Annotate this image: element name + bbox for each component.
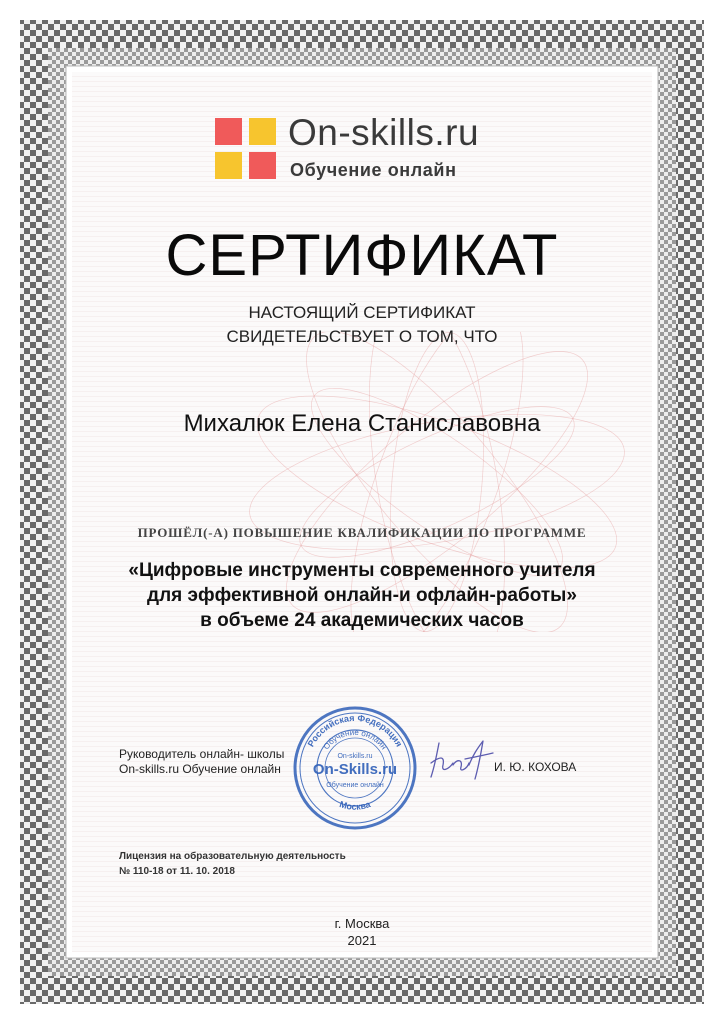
brand-name: On-skills.ru: [288, 112, 480, 153]
certificate-title: СЕРТИФИКАТ: [165, 223, 559, 288]
signatory-title-line-2: On-skills.ru Обучение онлайн: [119, 762, 281, 776]
program-title-line-2: для эффективной онлайн-и офлайн-работы»: [147, 585, 577, 606]
issue-year: 2021: [347, 933, 377, 948]
svg-text:Обучение онлайн: [322, 728, 389, 751]
logo-square-3: [215, 152, 242, 179]
logo-square-1: [215, 118, 242, 145]
signer-name: И. Ю. КОХОВА: [494, 760, 577, 774]
stamp-center-text: On-Skills.ru: [312, 761, 398, 778]
license-line-2: № 110-18 от 11. 10. 2018: [119, 866, 235, 877]
program-title-line-1: «Цифровые инструменты современного учителя: [128, 560, 596, 581]
logo-square-2: [249, 118, 276, 145]
stamp-inner-bottom-text: Обучение онлайн: [326, 782, 384, 789]
license-line-1: Лицензия на образовательную деятельность: [119, 851, 346, 862]
qualification-label: ПРОШЁЛ(-А) ПОВЫШЕНИЕ КВАЛИФИКАЦИИ ПО ПРОГРАММЕ: [137, 525, 587, 540]
recipient-name: Михалюк Елена Станиславовна: [183, 410, 541, 437]
logo-square-4: [249, 152, 276, 179]
intro-line-2: СВИДЕТЕЛЬСТВУЕТ О ТОМ, ЧТО: [226, 327, 498, 346]
issue-city: г. Москва: [334, 916, 390, 931]
stamp-ring-text: Российская Федерация: [305, 712, 405, 749]
svg-text:Москва: [338, 799, 372, 812]
school-stamp: [290, 703, 420, 833]
stamp-inner-text: Обучение онлайн: [321, 727, 389, 752]
handwritten-signature: [425, 735, 497, 785]
stamp-bottom-text: Москва: [338, 799, 372, 812]
stamp-inner-line-2: On-skills.ru: [337, 753, 373, 760]
program-hours: в объеме 24 академических часов: [200, 610, 524, 631]
intro-line-1: НАСТОЯЩИЙ СЕРТИФИКАТ: [248, 303, 476, 322]
signatory-title-line-1: Руководитель онлайн- школы: [119, 747, 285, 761]
brand-subtitle: Обучение онлайн: [290, 160, 457, 180]
